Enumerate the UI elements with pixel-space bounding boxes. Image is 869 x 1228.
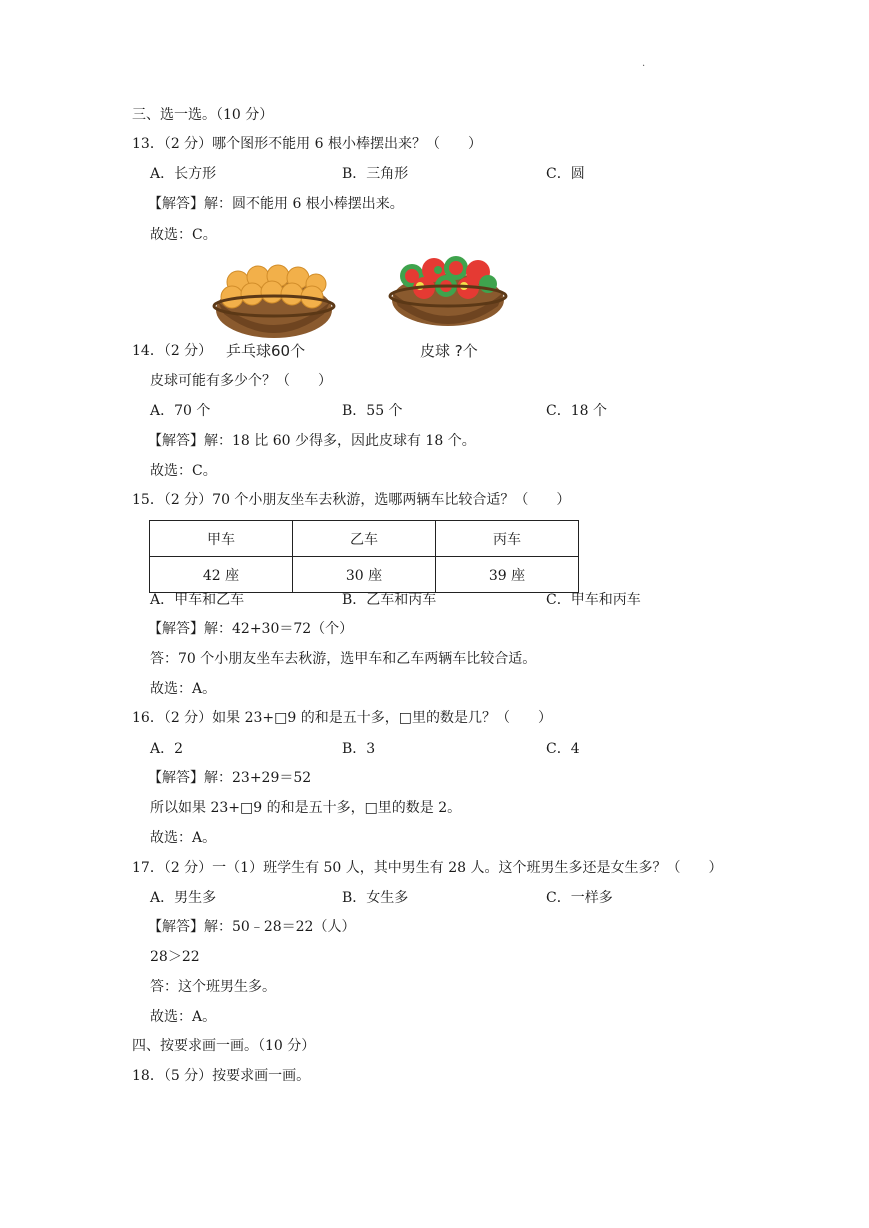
q13-option-b: B．三角形 <box>342 166 409 182</box>
table-cell: 42 座 <box>150 557 293 593</box>
q16-answer: 【解答】解：23+29＝52 <box>148 770 312 786</box>
ball-caption: 皮球 ?个 <box>420 342 478 360</box>
q15-answer-2: 答：70 个小朋友坐车去秋游，选甲车和乙车两辆车比较合适。 <box>150 651 537 667</box>
q13-option-c: C．圆 <box>546 166 585 182</box>
q16-option-a: A．2 <box>150 741 184 757</box>
q15-stem: 15．（2 分）70 个小朋友坐车去秋游，选哪两辆车比较合适？（ ） <box>132 492 571 508</box>
q13-stem: 13．（2 分）哪个图形不能用 6 根小棒摆出来？（ ） <box>132 136 482 152</box>
q17-answer-3: 答：这个班男生多。 <box>150 979 276 995</box>
pingpong-basket-image <box>206 252 346 342</box>
q15-option-b: B．乙车和丙车 <box>342 592 437 608</box>
q16-answer-2: 所以如果 23+□9 的和是五十多，□里的数是 2。 <box>150 800 462 816</box>
table-header-cell: 甲车 <box>150 521 293 557</box>
q17-stem: 17．（2 分）一（1）班学生有 50 人，其中男生有 28 人。这个班男生多还是女生多？（ ） <box>132 860 723 876</box>
q16-option-c: C．4 <box>546 741 580 757</box>
q17-option-a: A．男生多 <box>150 890 217 906</box>
q14-question: 皮球可能有多少个？（ ） <box>150 373 332 389</box>
table-header-cell: 丙车 <box>436 521 579 557</box>
q15-option-c: C．甲车和丙车 <box>546 592 641 608</box>
car-seat-table <box>149 520 579 593</box>
ball-basket-image <box>386 250 512 330</box>
q17-option-c: C．一样多 <box>546 890 613 906</box>
q14-option-b: B．55 个 <box>342 403 403 419</box>
q14-option-c: C．18 个 <box>546 403 607 419</box>
q13-option-a: A．长方形 <box>150 166 217 182</box>
table-cell: 30 座 <box>293 557 436 593</box>
section-3-title: 三、选一选。（10 分） <box>132 107 274 123</box>
q17-answer: 【解答】解：50﹣28＝22（人） <box>148 919 356 935</box>
q15-choice: 故选：A。 <box>150 681 217 697</box>
q16-stem: 16．（2 分）如果 23+□9 的和是五十多，□里的数是几？（ ） <box>132 710 552 726</box>
q14-answer: 【解答】解：18 比 60 少得多，因此皮球有 18 个。 <box>148 433 476 449</box>
q15-option-a: A．甲车和乙车 <box>150 592 245 608</box>
table-header-cell: 乙车 <box>293 521 436 557</box>
section-4-title: 四、按要求画一画。（10 分） <box>132 1038 316 1054</box>
table-cell: 39 座 <box>436 557 579 593</box>
q14-stem: 14．（2 分） <box>132 343 213 359</box>
q17-choice: 故选：A。 <box>150 1009 217 1025</box>
pingpong-caption: 乒乓球60个 <box>226 342 306 360</box>
q15-answer: 【解答】解：42+30＝72（个） <box>148 621 354 637</box>
q14-choice: 故选：C。 <box>150 463 217 479</box>
q17-option-b: B．女生多 <box>342 890 409 906</box>
q17-answer-2: 28＞22 <box>150 949 200 965</box>
q18-stem: 18．（5 分）按要求画一画。 <box>132 1068 311 1084</box>
q16-choice: 故选：A。 <box>150 830 217 846</box>
q13-choice: 故选：C。 <box>150 227 217 243</box>
q14-option-a: A．70 个 <box>150 403 211 419</box>
q16-option-b: B．3 <box>342 741 376 757</box>
q13-answer: 【解答】解：圆不能用 6 根小棒摆出来。 <box>148 196 404 212</box>
header-mark: . <box>642 58 646 69</box>
